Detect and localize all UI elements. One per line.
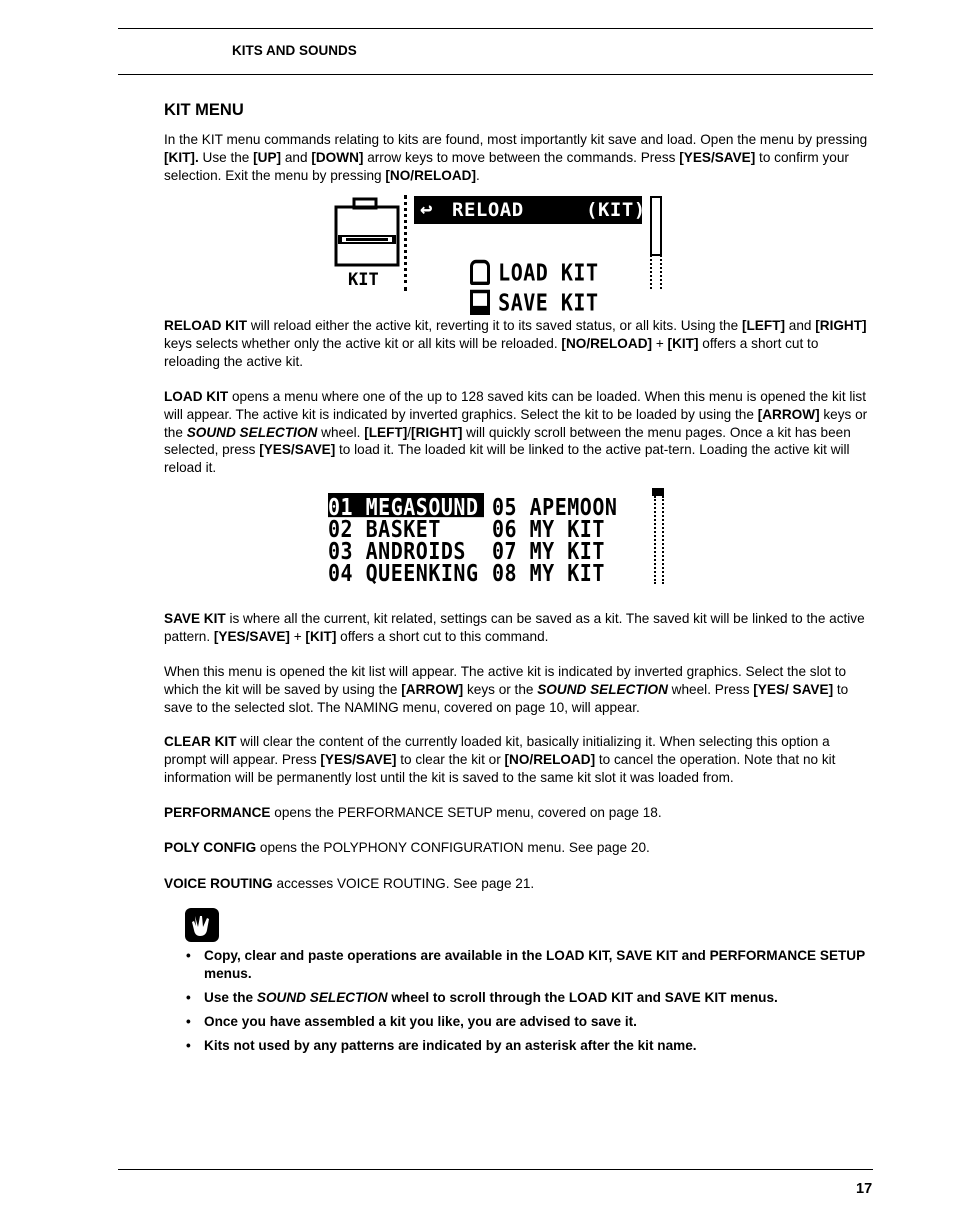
- kit-list-item: 01 MEGASOUND: [328, 493, 484, 517]
- kit-menu-screen: [330, 193, 666, 317]
- tip-item: • Once you have assembled a kit you like, you are advised to save it.: [186, 1013, 876, 1031]
- header-rule-bottom: [118, 74, 873, 75]
- scrollbar-track: [654, 496, 664, 584]
- screen-divider: [404, 195, 407, 291]
- reload-kit-paragraph: RELOAD KIT will reload either the active kit, reverting it to its saved status, or all kits. Using the [LEFT] and [RIGHT] keys selects whether only the active kit or all kits will be reloaded. [NO/RELOAD] + [KIT] offers a short cut to reloading the active kit.: [164, 318, 867, 369]
- kit-list-item: 02 BASKET: [328, 515, 441, 543]
- page-number: 17: [856, 1181, 873, 1197]
- kit-list-item: 05 APEMOON: [492, 493, 618, 521]
- load-kit-paragraph: LOAD KIT opens a menu where one of the up to 128 saved kits can be loaded. When this menu is opened the kit list will appear. The active kit is indicated by inverted graphics. Select the kit to be loaded by using the [ARROW] keys or the SOUND SELECTION wheel. [LEFT]/[RIGHT] will quickly scroll between the menu pages. Once a kit has been selected, press [YES/SAVE] to load it. The loaded kit will be linked to the active pat-tern. Loading the active kit will reload it.: [164, 389, 868, 476]
- hand-tip-icon: [185, 908, 219, 942]
- menu-item-save-kit: SAVE KIT: [420, 261, 599, 344]
- menu-item-reload: ↩ RELOAD (KIT): [414, 196, 642, 224]
- kit-list-item: 03 ANDROIDS: [328, 537, 466, 565]
- running-header: KITS AND SOUNDS: [232, 43, 357, 58]
- tip-item: • Copy, clear and paste operations are available in the LOAD KIT, SAVE KIT and PERFORMANCE SETUP menus.: [186, 947, 876, 983]
- poly-config-paragraph: POLY CONFIG opens the POLYPHONY CONFIGURATION menu. See page 20.: [164, 840, 650, 855]
- kit-list-item: 04 QUEENKING: [328, 559, 479, 587]
- return-arrow-icon: ↩: [420, 197, 434, 221]
- section-heading: KIT MENU: [164, 101, 244, 119]
- intro-paragraph: In the KIT menu commands relating to kits are found, most importantly kit save and load. Open the menu by pressing [KIT]. Use the [UP] and [DOWN] arrow keys to move between the commands. Press [YES/SAVE] to confirm your selection. Exit the menu by pressing [NO/RELOAD].: [164, 132, 868, 183]
- performance-paragraph: PERFORMANCE opens the PERFORMANCE SETUP menu, covered on page 18.: [164, 805, 662, 820]
- kit-list-item: 07 MY KIT: [492, 537, 605, 565]
- kit-icon-label: KIT: [348, 270, 379, 290]
- tip-item: • Use the SOUND SELECTION wheel to scroll through the LOAD KIT and SAVE KIT menus.: [186, 989, 876, 1007]
- tips-list: [186, 947, 876, 1061]
- save-kit-details-paragraph: When this menu is opened the kit list will appear. The active kit is indicated by inverted graphics. Select the slot to which the kit will be saved by using the [ARROW] keys or the SOUND SELECTION wheel. Press [YES/ SAVE] to save to the selected slot. The NAMING menu, covered on page 10, will appear.: [164, 664, 849, 715]
- save-kit-paragraph: SAVE KIT is where all the current, kit related, settings can be saved as a kit. The saved kit will be linked to the active pattern. [YES/SAVE] + [KIT] offers a short cut to this command.: [164, 611, 865, 644]
- footer-rule: [118, 1169, 873, 1170]
- scrollbar-thumb: [650, 196, 662, 256]
- scrollbar-track: [650, 255, 662, 289]
- kit-list-screen: [326, 488, 666, 586]
- voice-routing-paragraph: VOICE ROUTING accesses VOICE ROUTING. See page 21.: [164, 876, 535, 891]
- header-rule-top: [118, 28, 873, 29]
- save-disk-icon: [470, 290, 490, 315]
- menu-item-load-kit: LOAD KIT: [420, 231, 599, 314]
- clear-kit-paragraph: CLEAR KIT will clear the content of the currently loaded kit, basically initializing it. When selecting this option a prompt will appear. Press [YES/SAVE] to clear the kit or [NO/RELOAD] to cancel the operation. Note that no kit information will be permanently lost until the kit is saved to the same kit slot it was loaded from.: [164, 734, 836, 785]
- tip-item: • Kits not used by any patterns are indicated by an asterisk after the kit name.: [186, 1037, 876, 1055]
- scrollbar-thumb: [652, 488, 664, 496]
- briefcase-icon: [332, 197, 402, 269]
- kit-list-item: 08 MY KIT: [492, 559, 605, 587]
- kit-list-item: 06 MY KIT: [492, 515, 605, 543]
